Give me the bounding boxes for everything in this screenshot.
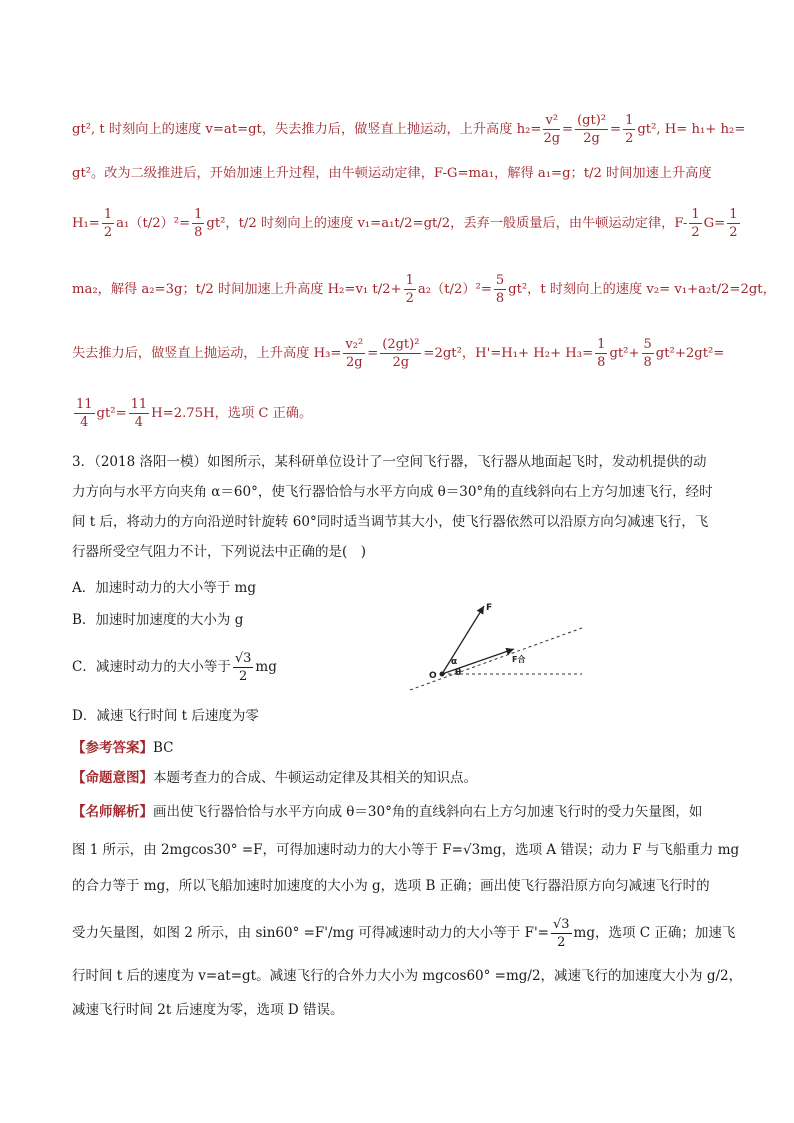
fraction: $\frac{11}{4}$ xyxy=(76,397,93,430)
question-line-4: 行器所受空气阻力不计，下列说法中正确的是( ) xyxy=(72,544,367,560)
fraction: $\frac{√3}{2}$ xyxy=(552,917,570,950)
option-d: D．减速飞行时间 t 后速度为零 xyxy=(72,708,259,724)
question-line-1: 3．（2018 洛阳一模）如图所示，某科研单位设计了一空间飞行器，飞行器从地面起飞时，发动机提供的动 xyxy=(72,454,707,470)
analysis-line-1: 【名师解析】画出使飞行器恰恰与水平方向成 θ＝30°角的直线斜向右上方匀加速飞行时的受力矢量图，如 xyxy=(72,804,703,820)
fraction: $\frac{\text{(2gt)²}}{2g}$ xyxy=(382,337,420,370)
fraction: $\frac{1}{8}$ xyxy=(194,207,203,240)
fraction: $\frac{√3}{2}$ xyxy=(234,651,252,684)
analysis-line-6: 减速飞行时间 2t 后速度为零，选项 D 错误。 xyxy=(72,1002,344,1018)
option-a: A．加速时动力的大小等于 mg xyxy=(72,580,256,596)
label-o: O xyxy=(429,671,437,681)
solution-line-4: ma₂，解得 a₂=3g；t/2 时间加速上升高度 H₂=v₁ t/2+ $\frac{1}{2}$ a₂（t/2）²= $\frac{5}{8}$ gt²，t 时刻向上的速度 v₂= v₁+a₂t/2=2gt， xyxy=(72,273,776,306)
fraction: $\frac{1}{8}$ xyxy=(597,337,606,370)
solution-line-2: gt²。改为二级推进后，开始加速上升过程，由牛顿运动定律，F-G=ma₁，解得 a₁=g；t/2 时间加速上升高度 xyxy=(72,166,712,181)
analysis-line-4: 受力矢量图，如图 2 所示，由 sin60° =F'/mg 可得减速时动力的大小等于 F'= $\frac{√3}{2}$ mg，选项 C 正确；加速飞 xyxy=(72,917,736,950)
fraction: $\frac{\text{v²}}{2g}$ xyxy=(543,113,561,146)
fraction: $\frac{1}{2}$ xyxy=(103,207,113,240)
fraction: $\frac{5}{8}$ xyxy=(495,273,505,306)
solution-line-5: 失去推力后，做竖直上抛运动，上升高度 H₃= $\frac{\text{v₂²}}{2g}$ = $\frac{\text{(2gt)²}}{2g}$ =2gt²，H'=H₁+ H₂+ H₃= $\frac{1}{8}$ gt²+ $\frac{5}{8}$ gt²+2gt²= xyxy=(72,337,725,370)
option-b: B．加速时加速度的大小为 g xyxy=(72,612,244,628)
fraction: $\frac{\text{v₂²}}{2g}$ xyxy=(345,337,364,370)
label-f-he: F合 xyxy=(512,655,526,664)
label-theta: θ xyxy=(455,668,462,678)
label-f: F xyxy=(486,603,493,613)
reference-answer: 【参考答案】BC xyxy=(72,740,174,756)
fraction: $\frac{\text{(gt)²}}{2g}$ xyxy=(577,113,607,146)
origin-point xyxy=(440,672,445,677)
analysis-line-2: 图 1 所示，由 2mgcos30° =F，可得加速时动力的大小等于 F=√3mg，选项 A 错误；动力 F 与飞船重力 mg xyxy=(72,842,740,858)
question-line-3: 间 t 后，将动力的方向沿逆时针旋转 60°同时适当调节其大小，使飞行器依然可以沿原方向匀减速飞行，飞 xyxy=(72,514,709,530)
force-f-arrow xyxy=(442,606,484,674)
fraction: $\frac{1}{2}$ xyxy=(625,113,634,146)
label-alpha: α xyxy=(451,657,458,667)
fraction: $\frac{11}{4}$ xyxy=(130,397,148,430)
fraction: $\frac{1}{2}$ xyxy=(691,207,700,240)
fraction: $\frac{1}{2}$ xyxy=(405,273,414,306)
force-diagram xyxy=(402,598,592,698)
analysis-line-3: 的合力等于 mg，所以飞船加速时加速度的大小为 g，选项 B 正确；画出使飞行器沿原方向匀减速飞行时的 xyxy=(72,878,710,894)
option-c: C．减速时动力的大小等于 $\frac{√3}{2}$ mg xyxy=(72,651,277,684)
solution-line-3: H₁= $\frac{1}{2}$ a₁（t/2）²= $\frac{1}{8}$ gt²，t/2 时刻向上的速度 v₁=a₁t/2=gt/2，丢弃一般质量后，由牛顿运动定律，F- $\frac{1}{2}$ G= $\frac{1}{2}$ xyxy=(72,207,738,240)
question-line-2: 力方向与水平方向夹角 α＝60°，使飞行器恰恰与水平方向成 θ＝30°角的直线斜向右上方匀加速飞行，经时 xyxy=(72,484,713,500)
fraction: $\frac{1}{2}$ xyxy=(729,207,738,240)
solution-line-1: gt², t 时刻向上的速度 v=at=gt，失去推力后，做竖直上抛运动，上升高度 h₂= $\frac{\text{v²}}{2g}$ = $\frac{\text{(gt)²}}{2g}$ = $\frac{1}{2}$ gt², H= h₁+ h₂= xyxy=(72,113,746,146)
analysis-line-5: 行时间 t 后的速度为 v=at=gt。减速飞行的合外力大小为 mgcos60° =mg/2，减速飞行的加速度大小为 g/2， xyxy=(72,968,743,984)
solution-line-6: $\frac{11}{4}$ gt²= $\frac{11}{4}$ H=2.75H，选项 C 正确。 xyxy=(76,397,313,430)
intent-line: 【命题意图】本题考查力的合成、牛顿运动定律及其相关的知识点。 xyxy=(72,770,477,786)
fraction: $\frac{5}{8}$ xyxy=(643,337,652,370)
